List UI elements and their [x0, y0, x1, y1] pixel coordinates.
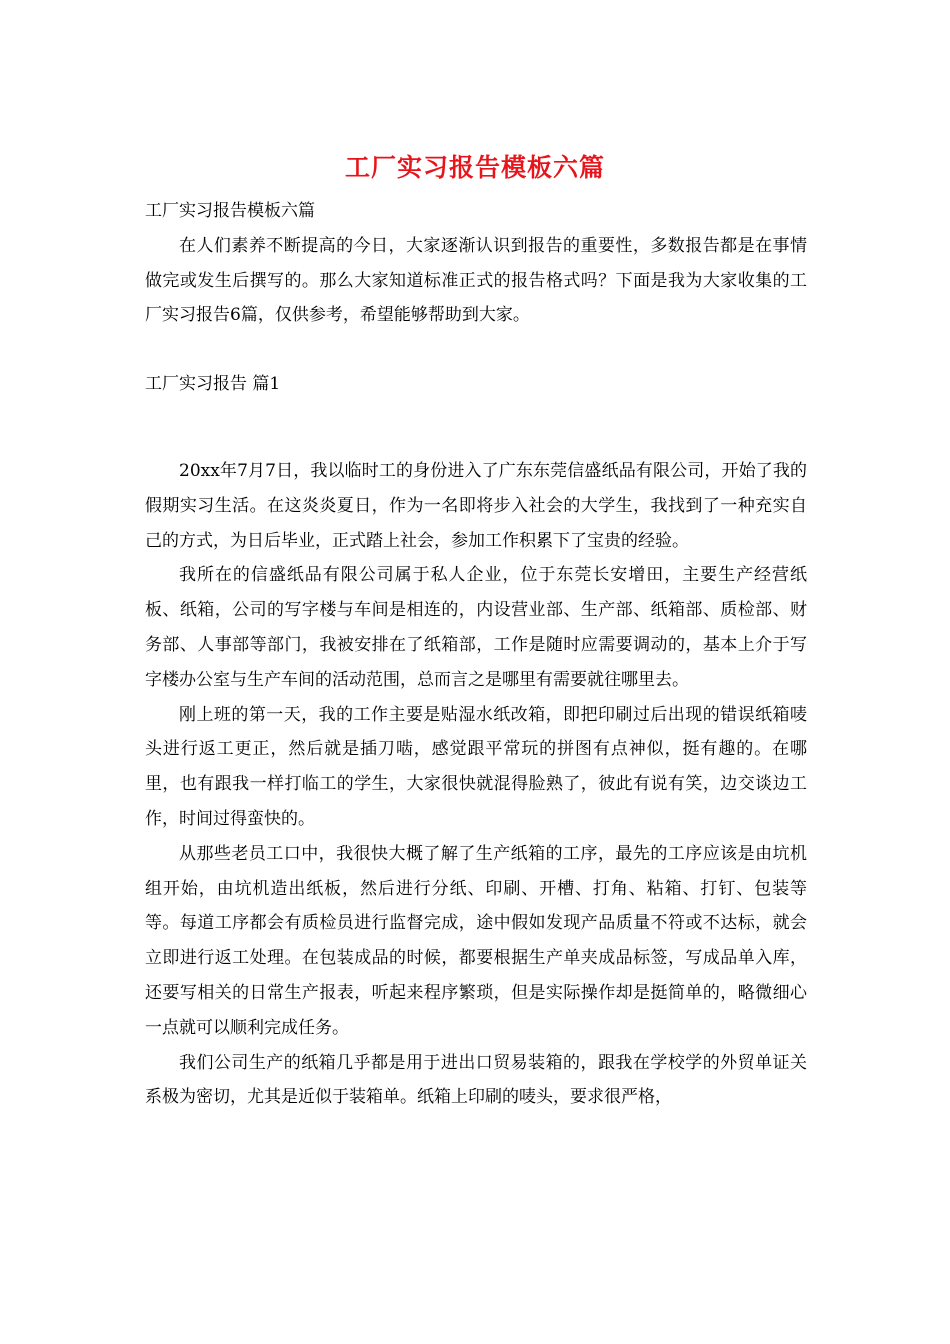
document-title: 工厂实习报告模板六篇	[344, 153, 605, 182]
body-paragraph: 从那些老员工口中，我很快大概了解了生产纸箱的工序，最先的工序应该是由坑机组开始，由坑机造出纸板，然后进行分纸、印刷、开槽、打角、粘箱、打钉、包装等等。每道工序都会有质检员进行监督完成，途中假如发现产品质量不符或不达标，就会立即进行返工处理。在包装成品的时候，都要根据生产单夹成品标签，写成品单入库，还要写相关的日常生产报表，听起来程序繁琐，但是实际操作却是挺简单的，略微细心一点就可以顺利完成任务。	[145, 843, 807, 1038]
body-paragraph: 20xx年7月7日，我以临时工的身份进入了广东东莞信盛纸品有限公司，开始了我的假期实习生活。在这炎炎夏日，作为一名即将步入社会的大学生，我找到了一种充实自己的方式，为日后毕业，正式踏上社会，参加工作积累下了宝贵的经验。	[145, 460, 807, 551]
document-subtitle: 工厂实习报告模板六篇	[145, 201, 315, 221]
document-body	[145, 194, 807, 1115]
body-paragraph: 我们公司生产的纸箱几乎都是用于进出口贸易装箱的，跟我在学校学的外贸单证关系极为密切，尤其是近似于装箱单。纸箱上印刷的唛头，要求很严格，	[145, 1052, 807, 1108]
spacer	[145, 333, 807, 367]
intro-paragraph: 在人们素养不断提高的今日，大家逐渐认识到报告的重要性，多数报告都是在事情做完或发生后撰写的。那么大家知道标准正式的报告格式吗？下面是我为大家收集的工厂实习报告6篇，仅供参考，希望能够帮助到大家。	[145, 235, 807, 326]
body-paragraph: 刚上班的第一天，我的工作主要是贴湿水纸改箱，即把印刷过后出现的错误纸箱唛头进行返工更正，然后就是插刀啮，感觉跟平常玩的拼图有点神似，挺有趣的。在哪里，也有跟我一样打临工的学生，大家很快就混得脸熟了，彼此有说有笑，边交谈边工作，时间过得蛮快的。	[145, 704, 807, 829]
section-heading: 工厂实习报告 篇1	[145, 374, 281, 395]
spacer	[145, 402, 807, 454]
body-paragraph: 我所在的信盛纸品有限公司属于私人企业，位于东莞长安增田，主要生产经营纸板、纸箱，公司的写字楼与车间是相连的，内设营业部、生产部、纸箱部、质检部、财务部、人事部等部门，我被安排在了纸箱部，工作是随时应需要调动的，基本上介于写字楼办公室与生产车间的活动范围，总而言之是哪里有需要就往哪里去。	[145, 565, 807, 690]
